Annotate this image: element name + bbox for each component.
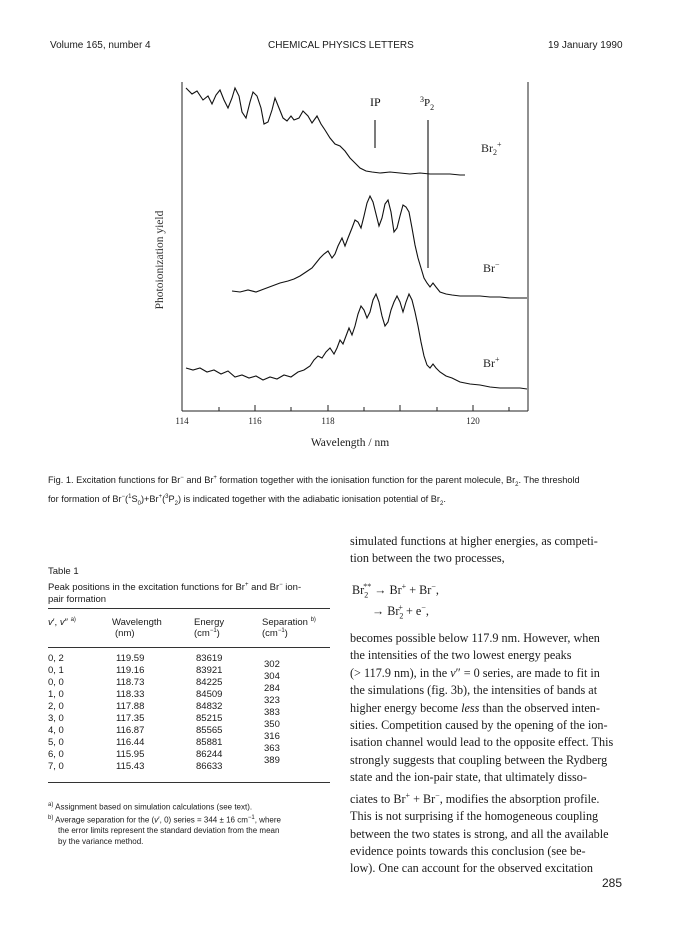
equation-1: $Br_2^{**} \to Br^+ + Br^-$, xyxy=(352,582,439,600)
text-line: low). One can account for the observed excitation xyxy=(350,861,593,876)
table-cell: 304 xyxy=(264,671,280,682)
volume-label: Volume 165, number 4 xyxy=(50,40,151,51)
text-line: higher energy become less than the observed inten- xyxy=(350,700,600,715)
table-cell: 0, 1 xyxy=(48,665,64,676)
footnote-b-continued: by the variance method. xyxy=(58,837,144,847)
caption-line: for formation of $Br^-(^1S_0)+Br^+(^3P_2)$ is indicated together with the adiabatic ionisation potential of $Br_2$. xyxy=(48,494,446,508)
table-cell: 2, 0 xyxy=(48,701,64,712)
figure-1 xyxy=(0,0,680,460)
ip-label: IP xyxy=(370,95,381,109)
trace-br-minus xyxy=(232,196,527,298)
y-axis-title: Photoionization yield xyxy=(154,210,166,310)
table-header-rule xyxy=(48,647,330,648)
column-separation xyxy=(264,659,280,767)
table-cell: 85215 xyxy=(196,713,223,724)
tick-label: 116 xyxy=(248,416,262,426)
table-cell: 115.95 xyxy=(116,749,145,760)
table-cell: 119.59 xyxy=(116,653,145,664)
table-cell: 85565 xyxy=(196,725,223,736)
table-cell: 350 xyxy=(264,719,280,730)
table-cell: 115.43 xyxy=(116,761,145,772)
column-energy xyxy=(196,653,222,773)
right-column-body xyxy=(350,630,632,878)
page-number: 285 xyxy=(602,876,623,890)
table-cell: 119.16 xyxy=(116,665,145,676)
trace-label-br-plus: Br+ xyxy=(483,355,500,370)
table-cell: 84832 xyxy=(196,701,223,712)
table-cell: 85881 xyxy=(196,737,223,748)
spectrum-plot xyxy=(0,0,680,460)
table-cell: 118.73 xyxy=(116,677,145,688)
text-line: strongly suggests that coupling between the Rydberg xyxy=(350,752,608,767)
header-assignment: v′, v″ $^{a)}$ xyxy=(48,617,76,629)
table-cell: 86244 xyxy=(196,749,223,760)
table-body xyxy=(48,653,330,777)
header-energy: Energy $(cm^{-1})$ xyxy=(194,617,225,640)
text-line: the intensities of the two lowest energy peaks xyxy=(350,648,572,663)
table-cell: 363 xyxy=(264,743,280,754)
text-line: simulated functions at higher energies, as competi- xyxy=(350,534,598,548)
x-axis-title: Wavelength / nm xyxy=(310,437,390,449)
column-assignment xyxy=(48,653,64,773)
journal-name: CHEMICAL PHYSICS LETTERS xyxy=(268,40,414,51)
trace-br-plus xyxy=(186,294,527,389)
table-cell: 323 xyxy=(264,695,280,706)
text-line: the simulations (fig. 3b), the intensities of bands at xyxy=(350,683,598,698)
footnote-b: $^{b)}$ Average separation for the (v′, 0) series = 344 ± 16 $cm^{-1}$, where xyxy=(48,814,281,825)
threshold-label: $^3P_2$ xyxy=(420,95,435,112)
right-column-intro xyxy=(350,533,632,568)
table-description: Peak positions in the excitation functions for Br+ and Br− ion- xyxy=(48,581,302,593)
table-cell: 389 xyxy=(264,755,280,766)
text-line: isation channel would lead to the opposite effect. This xyxy=(350,735,614,750)
table-description: pair formation xyxy=(48,594,107,606)
caption-line: Fig. 1. Excitation functions for Br− and Br+ formation together with the ionisation function for the parent molecule, $Br_2$. The threshold xyxy=(48,475,580,488)
text-line: (> 117.9 nm), in the v″ = 0 series, are made to fit in xyxy=(350,665,600,680)
table-heading xyxy=(48,566,338,607)
table-cell: 116.87 xyxy=(116,725,145,736)
table-cell: 83921 xyxy=(196,665,223,676)
table-cell: 84225 xyxy=(196,677,223,688)
tick-label: 114 xyxy=(175,416,189,426)
table-cell: 0, 0 xyxy=(48,677,64,688)
table-cell: 86633 xyxy=(196,761,223,772)
table-cell: 0, 2 xyxy=(48,653,64,664)
table-cell: 3, 0 xyxy=(48,713,64,724)
table-cell: 1, 0 xyxy=(48,689,64,700)
header-wavelength: Wavelength (nm) xyxy=(112,617,162,639)
table-cell: 5, 0 xyxy=(48,737,64,748)
trace-label-br2-plus: $Br_2^+$ xyxy=(481,140,502,157)
footnote-b-continued: the error limits represent the standard deviation from the mean xyxy=(58,826,280,836)
table-cell: 6, 0 xyxy=(48,749,64,760)
table-cell: 7, 0 xyxy=(48,761,64,772)
issue-date: 19 January 1990 xyxy=(548,40,623,51)
table-cell: 383 xyxy=(264,707,280,718)
text-line: between the two states is strong, and all the available xyxy=(350,826,609,841)
table-footnotes xyxy=(48,800,338,847)
figure-caption xyxy=(48,472,648,511)
table-cell: 83619 xyxy=(196,653,223,664)
table-cell: 117.88 xyxy=(116,701,145,712)
trace-label-br-minus: Br− xyxy=(483,260,500,275)
text-line: evidence points towards this conclusion (see be- xyxy=(350,843,586,858)
table-cell: 116.44 xyxy=(116,737,145,748)
text-line: ciates to Br+ + Br−, modifies the absorption profile. xyxy=(350,790,600,806)
x-tick-labels xyxy=(175,416,480,426)
text-line: becomes possible below 117.9 nm. However, when xyxy=(350,631,600,645)
table-cell: 117.35 xyxy=(116,713,145,724)
text-line: sities. Competition caused by the opening of the ion- xyxy=(350,718,608,733)
table-cell: 118.33 xyxy=(116,689,145,700)
tick-label: 118 xyxy=(321,416,335,426)
tick-label: 120 xyxy=(466,416,480,426)
header-separation: Separation $^{b)}$ $(cm^{-1})$ xyxy=(262,617,316,640)
text-line: state and the ion-pair state, that ultimately disso- xyxy=(350,770,587,785)
table-top-rule xyxy=(48,608,330,609)
table-cell: 284 xyxy=(264,683,280,694)
x-axis-ticks xyxy=(182,405,509,411)
table-cell: 302 xyxy=(264,659,280,670)
text-line: tion between the two processes, xyxy=(350,551,505,566)
table-cell: 4, 0 xyxy=(48,725,64,736)
table-title: Table 1 xyxy=(48,566,79,577)
table-cell: 316 xyxy=(264,731,280,742)
footnote-a: $^{a)}$ Assignment based on simulation calculations (see text). xyxy=(48,802,253,812)
table-bottom-rule xyxy=(48,782,330,783)
table-cell: 84509 xyxy=(196,689,223,700)
equation-2: → $Br_2^+ + e^-$, xyxy=(372,603,429,621)
text-line: This is not surprising if the homogeneous coupling xyxy=(350,809,599,824)
column-wavelength xyxy=(116,653,144,773)
